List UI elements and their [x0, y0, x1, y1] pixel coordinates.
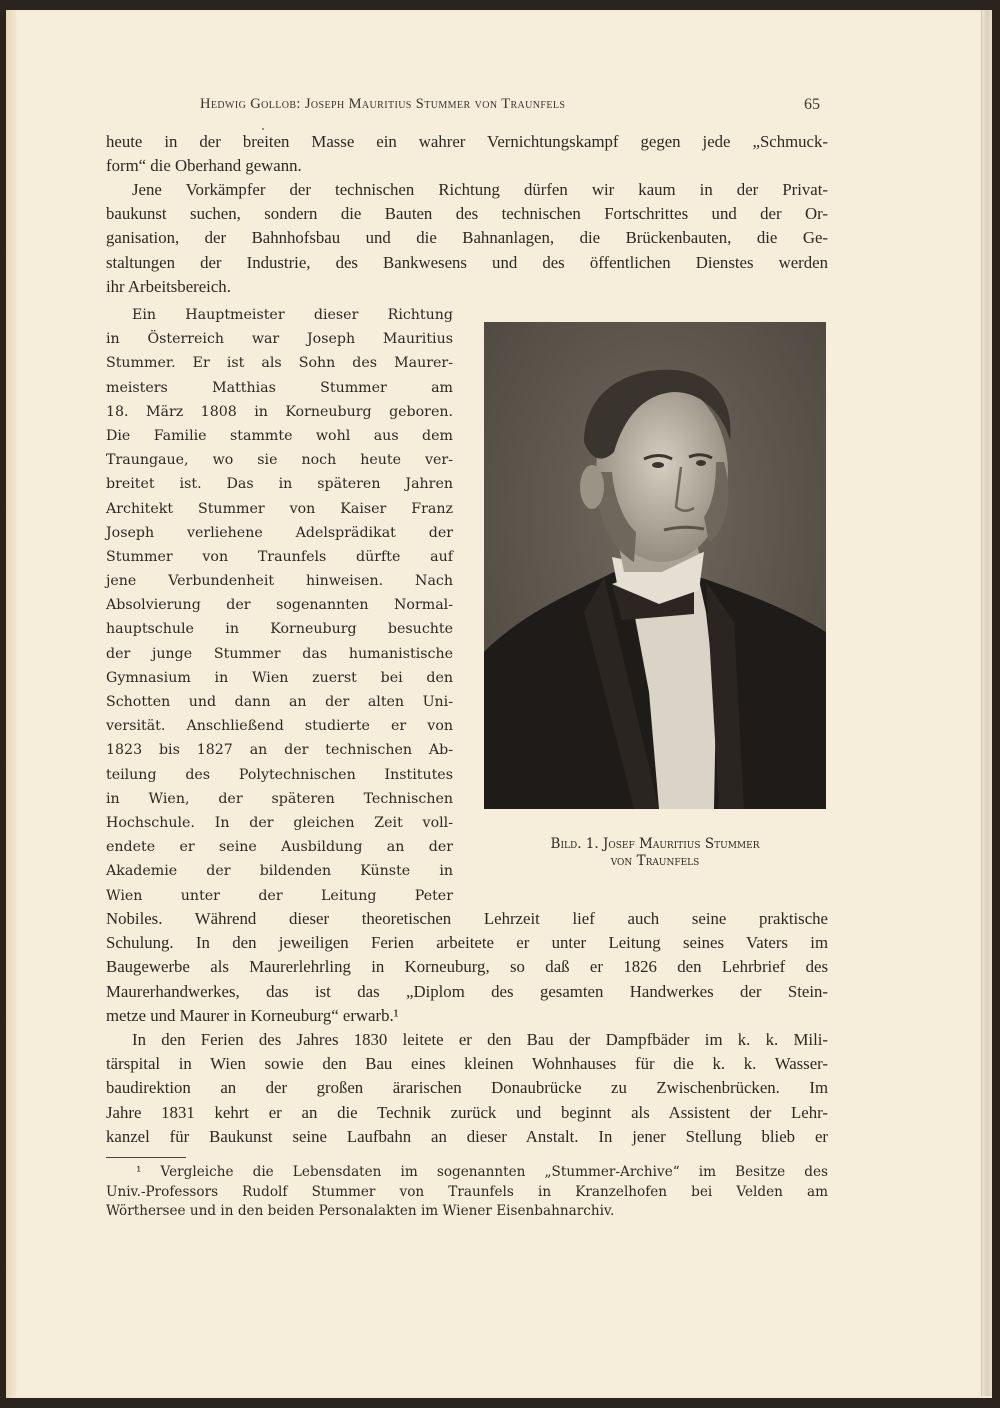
text-line: meisters Matthias Stummer am — [106, 379, 453, 396]
caption-line-2: von Traunfels — [610, 853, 700, 869]
text-line: in Wien, der späteren Technischen — [106, 790, 453, 807]
text-line: form“ die Oberhand gewann. — [106, 156, 302, 176]
text-line: der junge Stummer das humanistische — [106, 645, 453, 662]
text-line: Ein Hauptmeister dieser Richtung — [132, 307, 453, 323]
footnote-rule — [106, 1157, 186, 1158]
text-line: Traungaue, wo sie noch heute ver- — [106, 452, 453, 469]
text-line: 18. März 1808 in Korneuburg geboren. — [106, 403, 453, 420]
footnote — [106, 1163, 828, 1222]
text-line: Jene Vorkämpfer der technischen Richtung dürfen wir kaum in der Privat- — [132, 180, 828, 199]
paragraph-3-full — [106, 907, 828, 1028]
text-line: Die Familie stammte wohl aus dem — [106, 427, 453, 444]
portrait-photo — [484, 322, 826, 809]
portrait-illustration — [484, 322, 826, 809]
paragraph-2 — [106, 178, 828, 299]
text-line: versität. Anschließend studierte er von — [106, 718, 453, 735]
text-line: Schotten und dann an der alten Uni- — [106, 694, 453, 710]
text-line: In den Ferien des Jahres 1830 leitete er den Bau der Dampfbäder im k. k. Mili- — [132, 1030, 828, 1049]
text-line: ihr Arbeitsbereich. — [106, 276, 231, 296]
text-line: staltungen der Industrie, des Bankwesens und des öffentlichen Dienstes werden — [106, 252, 828, 272]
text-line: Wien unter der Leitung Peter — [106, 887, 453, 904]
text-line: Joseph verliehene Adelsprädikat der — [106, 524, 453, 541]
page-fore-edge — [981, 10, 992, 1396]
text-line: Stummer von Traunfels dürfte auf — [106, 548, 453, 565]
text-line: 1823 bis 1827 an der technischen Ab- — [106, 742, 453, 759]
page-number: 65 — [804, 96, 820, 113]
text-line: ganisation, der Bahnhofsbau und die Bahnanlagen, die Brückenbauten, die Ge- — [106, 228, 828, 248]
text-line: Schulung. In den jeweiligen Ferien arbeitete er unter Leitung seines Vaters im — [106, 933, 828, 953]
text-line: baukunst suchen, sondern die Bauten des technischen Fortschrittes und der Or- — [106, 204, 828, 224]
text-line: Akademie der bildenden Künste in — [106, 863, 453, 880]
text-line: Absolvierung der sogenannten Normal- — [106, 597, 453, 614]
text-line: heute in der breiten Masse ein wahrer Vernichtungskampf gegen jede „Schmuck- — [106, 132, 828, 151]
text-line: Stummer. Er ist als Sohn des Maurer- — [106, 355, 453, 372]
text-line: metze und Maurer in Korneuburg“ erwarb.¹ — [106, 1005, 399, 1025]
running-head: Hedwig Gollob: Joseph Mauritius Stummer von Traunfels — [200, 96, 566, 112]
text-line: Hochschule. In der gleichen Zeit voll- — [106, 814, 453, 831]
text-line: baudirektion an der großen ärarischen Donaubrücke zu Zwischenbrücken. Im — [106, 1078, 828, 1098]
paragraph-1 — [106, 130, 828, 178]
text-line: endete er seine Ausbildung an der — [106, 839, 453, 856]
text-line: teilung des Polytechnischen Institutes — [106, 766, 453, 783]
caption-line-1: Bild. 1. Josef Mauritius Stummer — [550, 836, 760, 852]
text-line: kanzel für Baukunst seine Laufbahn an dieser Anstalt. In jener Stellung blieb er — [106, 1126, 828, 1146]
text-line: Baugewerbe als Maurerlehrling in Korneuburg, so daß er 1826 den Lehrbrief des — [106, 957, 828, 977]
text-line: Gymnasium in Wien zuerst bei den — [106, 669, 453, 686]
text-line: jene Verbundenheit hinweisen. Nach — [106, 573, 453, 590]
text-line: breitet ist. Das in späteren Jahren — [106, 476, 453, 493]
text-line: Maurerhandwerkes, das ist das „Diplom des gesamten Handwerkes der Stein- — [106, 981, 828, 1001]
footnote-line: ¹ Vergleiche die Lebensdaten im sogenannten „Stummer-Archive“ im Besitze des — [136, 1164, 828, 1180]
figure-caption — [484, 836, 826, 870]
paragraph-3-narrow — [106, 303, 453, 908]
text-line: in Österreich war Joseph Mauritius — [106, 331, 453, 348]
text-line: Nobiles. Während dieser theoretischen Lehrzeit lief auch seine praktische — [106, 909, 828, 928]
text-line: Architekt Stummer von Kaiser Franz — [106, 500, 453, 517]
page-gutter-edge — [6, 10, 16, 1395]
footnote-line: Wörthersee und in den beiden Personalakten im Wiener Eisenbahnarchiv. — [106, 1203, 615, 1219]
footnote-line: Univ.-Professors Rudolf Stummer von Traunfels in Kranzelhofen bei Velden am — [106, 1183, 828, 1200]
paragraph-4 — [106, 1028, 828, 1149]
text-line: tärspital in Wien sowie den Bau eines kleinen Wohnhauses für die k. k. Wasser- — [106, 1054, 828, 1074]
text-line: hauptschule in Korneuburg besuchte — [106, 621, 453, 638]
text-line: Jahre 1831 kehrt er an die Technik zurück und beginnt als Assistent der Lehr- — [106, 1102, 828, 1122]
